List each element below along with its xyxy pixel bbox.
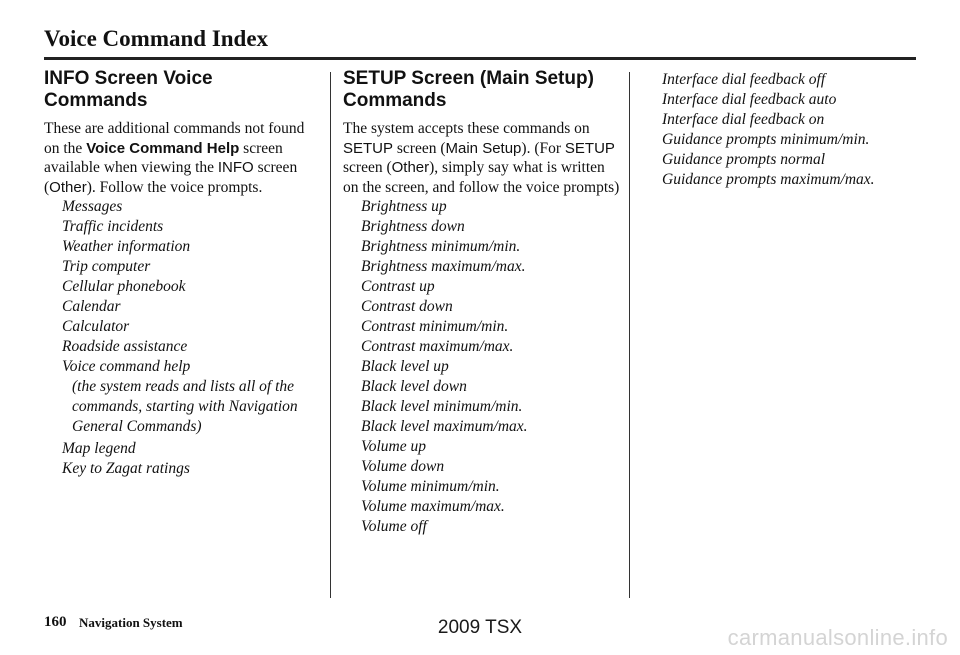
list-item: Black level up xyxy=(361,358,449,375)
setup-heading-line1: SETUP Screen (Main Setup) xyxy=(343,68,594,89)
list-item: Volume maximum/max. xyxy=(361,498,505,515)
list-item: Roadside assistance xyxy=(62,338,188,355)
list-item: Volume down xyxy=(361,458,445,475)
intro-text: screen ( xyxy=(343,159,392,176)
other-term: Other xyxy=(391,159,430,176)
list-item: Key to Zagat ratings xyxy=(62,460,190,477)
page-header xyxy=(44,24,916,54)
setup-term: SETUP xyxy=(343,139,394,157)
setup-commands-column xyxy=(343,68,623,537)
setup-section-heading xyxy=(343,68,623,112)
intro-text: screen available when viewing the xyxy=(44,139,283,176)
intro-text: These are additional commands not found on the xyxy=(44,120,305,157)
list-item: Weather information xyxy=(62,238,191,255)
list-item: Contrast down xyxy=(361,298,453,315)
list-item: Contrast up xyxy=(361,278,435,295)
main-setup-term: Main Setup xyxy=(445,139,522,157)
column-divider-left xyxy=(330,72,331,598)
list-item: Volume up xyxy=(361,438,427,455)
setup-heading-line2: Commands xyxy=(343,90,447,111)
page-number: 160 xyxy=(44,614,67,630)
info-heading-line2: Commands xyxy=(44,90,148,111)
info-commands-column xyxy=(44,68,319,479)
intro-text: screen ( xyxy=(44,159,298,196)
info-command-list xyxy=(44,197,319,479)
list-item: Guidance prompts minimum/min. xyxy=(662,131,870,148)
list-item: Messages xyxy=(62,198,123,215)
intro-text: screen ( xyxy=(393,139,446,157)
list-item: Black level maximum/max. xyxy=(361,418,528,435)
intro-text: The system accepts these commands on xyxy=(343,120,590,137)
list-item: Cellular phonebook xyxy=(62,278,186,295)
intro-text: ), simply say what is written on the screen, and follow the voice prompts) xyxy=(343,159,620,196)
list-item: Interface dial feedback off xyxy=(662,71,826,88)
page-title: Voice Command Index xyxy=(44,26,269,51)
list-item: Voice command help xyxy=(62,358,191,375)
list-item: Brightness maximum/max. xyxy=(361,258,526,275)
voice-command-help-term: Voice Command Help xyxy=(86,139,240,157)
list-item: Guidance prompts normal xyxy=(662,151,826,168)
list-item: Black level down xyxy=(361,378,467,395)
footer-section-label: Navigation System xyxy=(79,615,183,630)
list-item: Calendar xyxy=(62,298,121,315)
info-heading-line1: INFO Screen Voice xyxy=(44,68,213,89)
info-intro-paragraph xyxy=(44,119,319,197)
list-item: Map legend xyxy=(62,440,136,457)
model-watermark: 2009 TSX xyxy=(437,617,523,638)
list-item: Contrast maximum/max. xyxy=(361,338,514,355)
setup-commands-continued-column xyxy=(662,70,932,190)
list-item: Interface dial feedback on xyxy=(662,111,825,128)
setup-command-list xyxy=(343,197,623,537)
info-section-heading xyxy=(44,68,319,112)
other-term: Other xyxy=(49,178,87,196)
list-item: Traffic incidents xyxy=(62,218,164,235)
list-item: Brightness up xyxy=(361,198,447,215)
list-item: Black level minimum/min. xyxy=(361,398,523,415)
list-item: Contrast minimum/min. xyxy=(361,318,509,335)
list-item: Calculator xyxy=(62,318,130,335)
list-item: Guidance prompts maximum/max. xyxy=(662,171,875,188)
voice-help-note: (the system reads and lists all of the commands, starting with Navigation General Commands) xyxy=(72,378,298,435)
intro-text: ). (For xyxy=(521,139,565,157)
list-item: Volume minimum/min. xyxy=(361,478,500,495)
setup-command-list-continued xyxy=(662,70,932,190)
setup-intro-paragraph xyxy=(343,119,623,197)
list-item: Volume off xyxy=(361,518,427,535)
header-rule xyxy=(44,57,916,60)
info-term: INFO xyxy=(217,159,254,176)
intro-text: ). Follow the voice prompts. xyxy=(86,178,263,196)
list-item: Brightness minimum/min. xyxy=(361,238,521,255)
column-divider-right xyxy=(629,72,630,598)
site-watermark: carmanualsonline.info xyxy=(727,625,948,650)
setup-term: SETUP xyxy=(564,139,615,157)
list-item: Interface dial feedback auto xyxy=(662,91,837,108)
list-item: Trip computer xyxy=(62,258,151,275)
list-item: Brightness down xyxy=(361,218,465,235)
